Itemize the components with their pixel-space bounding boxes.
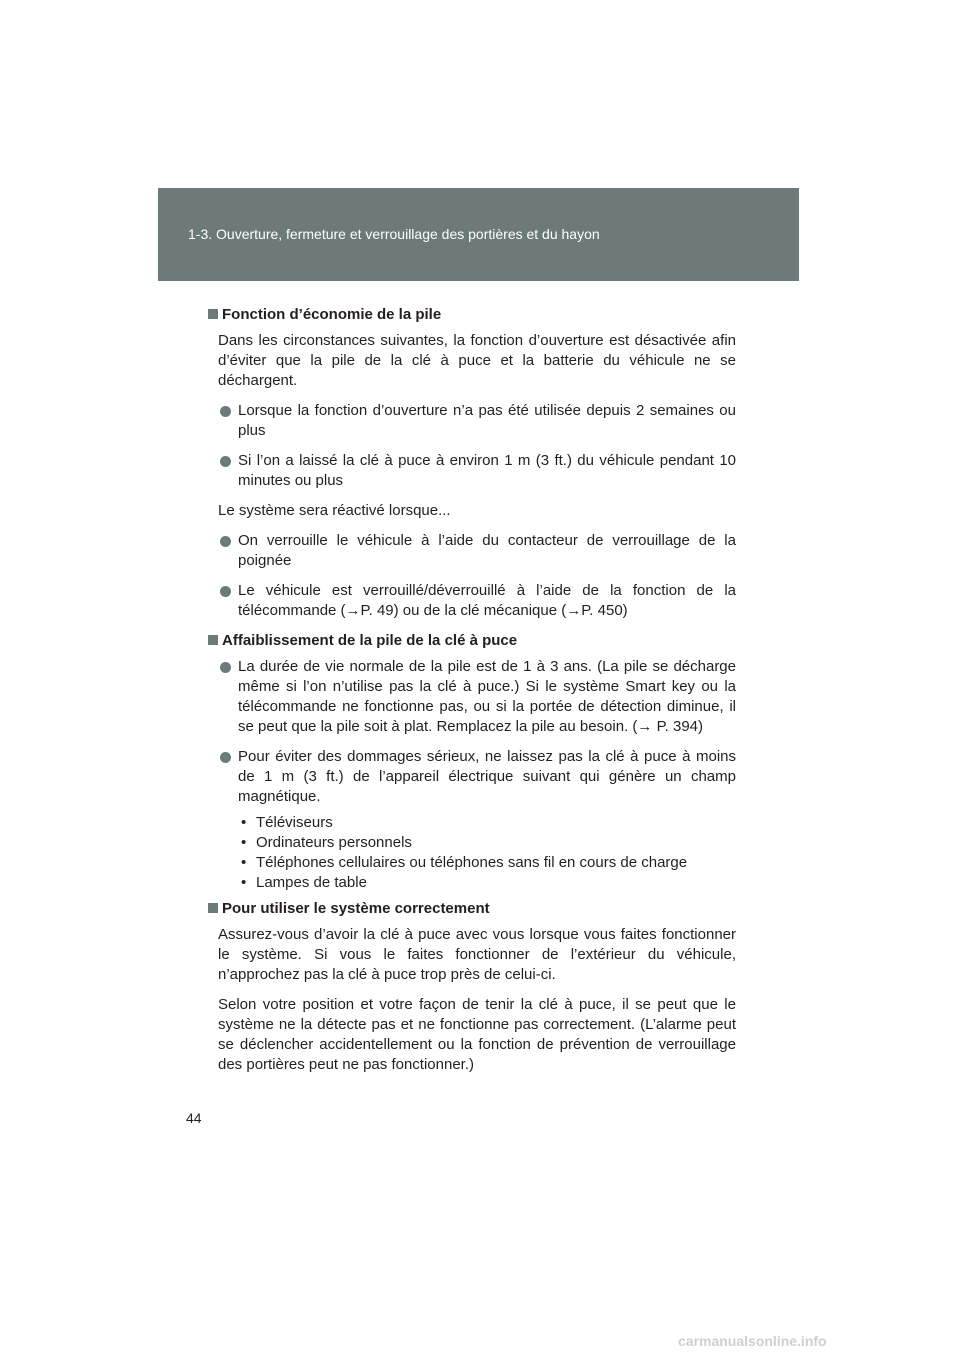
square-bullet-icon — [208, 309, 218, 319]
page-number: 44 — [186, 1110, 202, 1126]
device-list — [238, 813, 736, 893]
list-item: • Téléviseurs — [238, 813, 736, 833]
paragraph: Dans les circonstances suivantes, la fonction d’ouverture est désactivée afin d’éviter que la pile de la clé à puce et la batterie du véhicule ne se déchargent. — [218, 332, 736, 389]
square-bullet-icon — [208, 635, 218, 645]
bullet-item — [218, 531, 736, 571]
chapter-title: 1-3. Ouverture, fermeture et verrouillage des portières et du hayon — [188, 226, 600, 242]
bullet-text: Le véhicule est verrouillé/déverrouillé à l’aide de la fonction de la télécommande (→P. 49) ou de la clé mécanique (→P. 450) — [238, 582, 736, 619]
bullet-item — [218, 451, 736, 491]
bullet-text: On verrouille le véhicule à l’aide du contacteur de verrouillage de la poignée — [238, 532, 736, 569]
list-item: • Téléphones cellulaires ou téléphones sans fil en cours de charge — [238, 853, 736, 873]
bullet-item — [218, 581, 736, 621]
paragraph: Le système sera réactivé lorsque... — [218, 502, 451, 519]
paragraph: Assurez-vous d’avoir la clé à puce avec vous lorsque vous faites fonctionner le système. Si vous le faites fonctionner de l’extérieur du véhicule, n’approchez pas la clé à puce trop près de celui-ci. — [218, 926, 736, 983]
list-item: • Ordinateurs personnels — [238, 833, 736, 853]
heading-text: Pour utiliser le système correctement — [222, 900, 490, 917]
bullet-item — [218, 657, 736, 737]
circle-bullet-icon — [220, 586, 231, 597]
circle-bullet-icon — [220, 662, 231, 673]
bullet-text: Si l’on a laissé la clé à puce à environ 1 m (3 ft.) du véhicule pendant 10 minutes ou plus — [238, 452, 736, 489]
page-content — [208, 305, 736, 1085]
circle-bullet-icon — [220, 406, 231, 417]
watermark: carmanualsonline.info — [678, 1333, 827, 1349]
heading-text: Affaiblissement de la pile de la clé à puce — [222, 632, 518, 649]
circle-bullet-icon — [220, 536, 231, 547]
bullet-text: Pour éviter des dommages sérieux, ne laissez pas la clé à puce à moins de 1 m (3 ft.) de l’appareil électrique suivant qui génère un champ magnétique. — [238, 748, 736, 805]
chapter-header — [158, 188, 799, 281]
heading-text: Fonction d’économie de la pile — [222, 306, 442, 323]
bullet-text: Lorsque la fonction d’ouverture n’a pas été utilisée depuis 2 semaines ou plus — [238, 402, 736, 439]
bullet-item — [218, 401, 736, 441]
circle-bullet-icon — [220, 456, 231, 467]
section-heading-weak-battery — [208, 631, 736, 651]
paragraph: Selon votre position et votre façon de tenir la clé à puce, il se peut que le système ne la détecte pas et ne fonctionne pas correctement. (L’alarme peut se déclencher accidentellement ou la fonction de prévention de verrouillage des portières peut ne pas fonctionner.) — [218, 996, 736, 1073]
list-item: • Lampes de table — [238, 873, 736, 893]
section-heading-battery-saving — [208, 305, 736, 325]
circle-bullet-icon — [220, 752, 231, 763]
square-bullet-icon — [208, 903, 218, 913]
section-heading-correct-use — [208, 899, 736, 919]
bullet-item — [218, 747, 736, 807]
bullet-text: La durée de vie normale de la pile est de 1 à 3 ans. (La pile se décharge même si l’on n’utilise pas la clé à puce.) Si le système Smart key ou la télécommande ne fonctionne pas, ou si la portée de détection diminue, il se peut que la pile soit à plat. Remplacez la pile au besoin. (→ P. 394) — [238, 658, 736, 735]
